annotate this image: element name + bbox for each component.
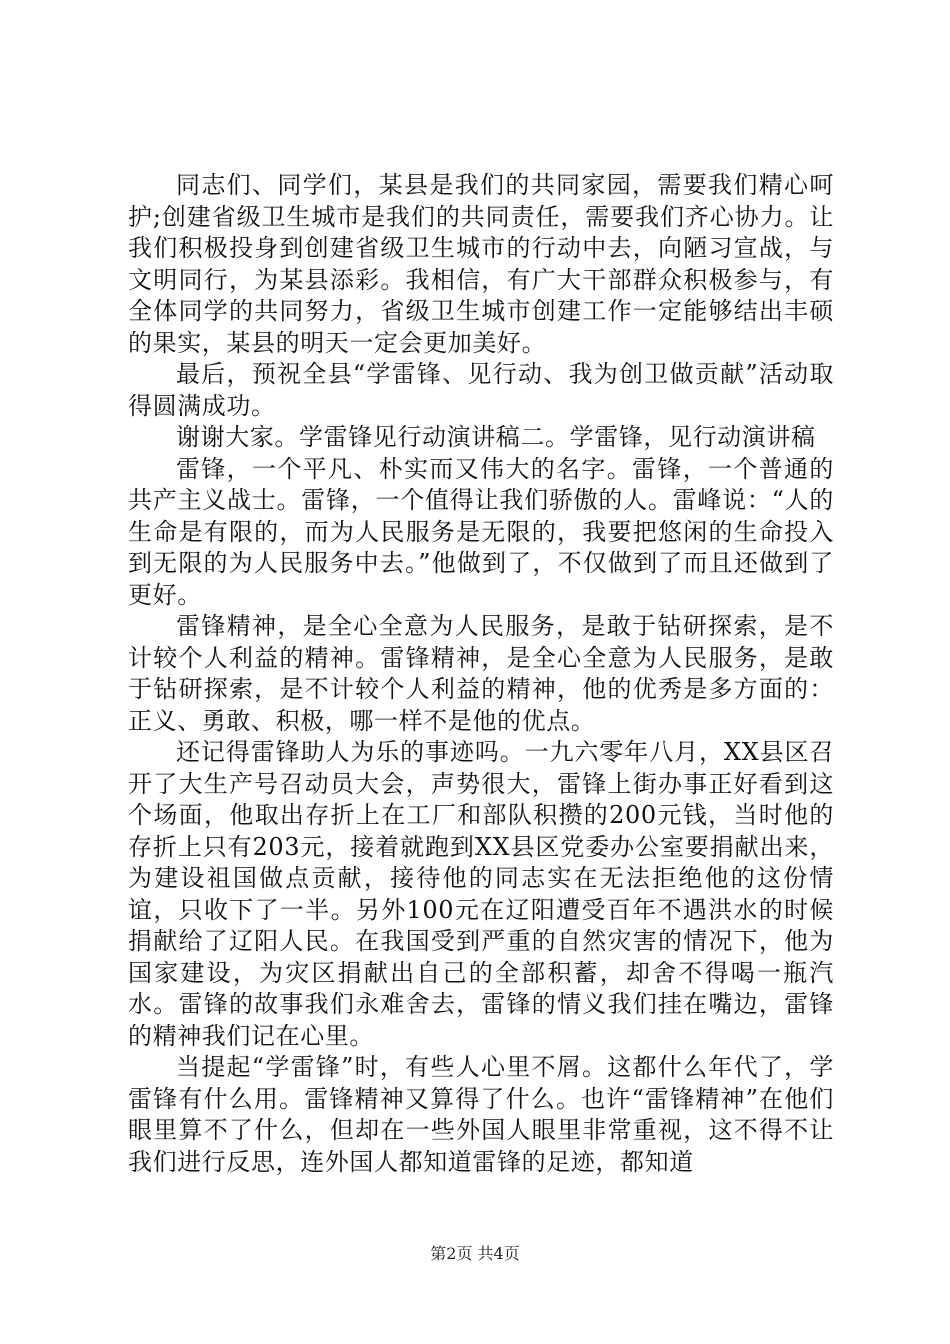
document-body bbox=[128, 170, 834, 1178]
paragraph-5: 雷锋精神，是全心全意为人民服务，是敢于钻研探索，是不计较个人利益的精神。雷锋精神，是全心全意为人民服务，是敢于钻研探索，是不计较个人利益的精神，他的优秀是多方面的：正义、勇敢、积极，哪一样不是他的优点。 bbox=[128, 612, 834, 735]
paragraph-2: 最后，预祝全县“学雷锋、见行动、我为创卫做贡献”活动取得圆满成功。 bbox=[128, 360, 834, 420]
paragraph-1: 同志们、同学们，某县是我们的共同家园，需要我们精心呵护;创建省级卫生城市是我们的共同责任，需要我们齐心协力。让我们积极投身到创建省级卫生城市的行动中去，向陋习宣战，与文明同行，为某县添彩。我相信，有广大干部群众积极参与，有全体同学的共同努力，省级卫生城市创建工作一定能够结出丰硕的果实，某县的明天一定会更加美好。 bbox=[128, 171, 834, 357]
paragraph-3: 谢谢大家。学雷锋见行动演讲稿二。学雷锋，见行动演讲稿 bbox=[176, 423, 816, 451]
paragraph-7: 当提起“学雷锋”时，有些人心里不屑。这都什么年代了，学雷锋有什么用。雷锋精神又算得了什么。也许“雷锋精神”在他们眼里算不了什么，但却在一些外国人眼里非常重视，这不得不让我们进行反思，连外国人都知道雷锋的足迹，都知道 bbox=[128, 1053, 834, 1176]
page-footer: 第2页 共4页 bbox=[430, 1244, 520, 1263]
paragraph-4: 雷锋，一个平凡、朴实而又伟大的名字。雷锋，一个普通的共产主义战士。雷锋，一个值得让我们骄傲的人。雷峰说：“人的生命是有限的，而为人民服务是无限的，我要把悠闲的生命投入到无限的为人民服务中去。”他做到了，不仅做到了而且还做到了更好。 bbox=[128, 454, 834, 609]
paragraph-6: 还记得雷锋助人为乐的事迹吗。一九六零年八月，XX县区召开了大生产号召动员大会，声势很大，雷锋上街办事正好看到这个场面，他取出存折上在工厂和部队积攒的200元钱，当时他的存折上只有203元，接着就跑到XX县区党委办公室要捐献出来，为建设祖国做点贡献，接待他的同志实在无法拒绝他的这份情谊，只收下了一半。另外100元在辽阳遭受百年不遇洪水的时候捐献给了辽阳人民。在我国受到严重的自然灾害的情况下，他为国家建设，为灾区捐献出自己的全部积蓄，却舍不得喝一瓶汽水。雷锋的故事我们永难舍去，雷锋的情义我们挂在嘴边，雷锋的精神我们记在心里。 bbox=[128, 738, 834, 1050]
